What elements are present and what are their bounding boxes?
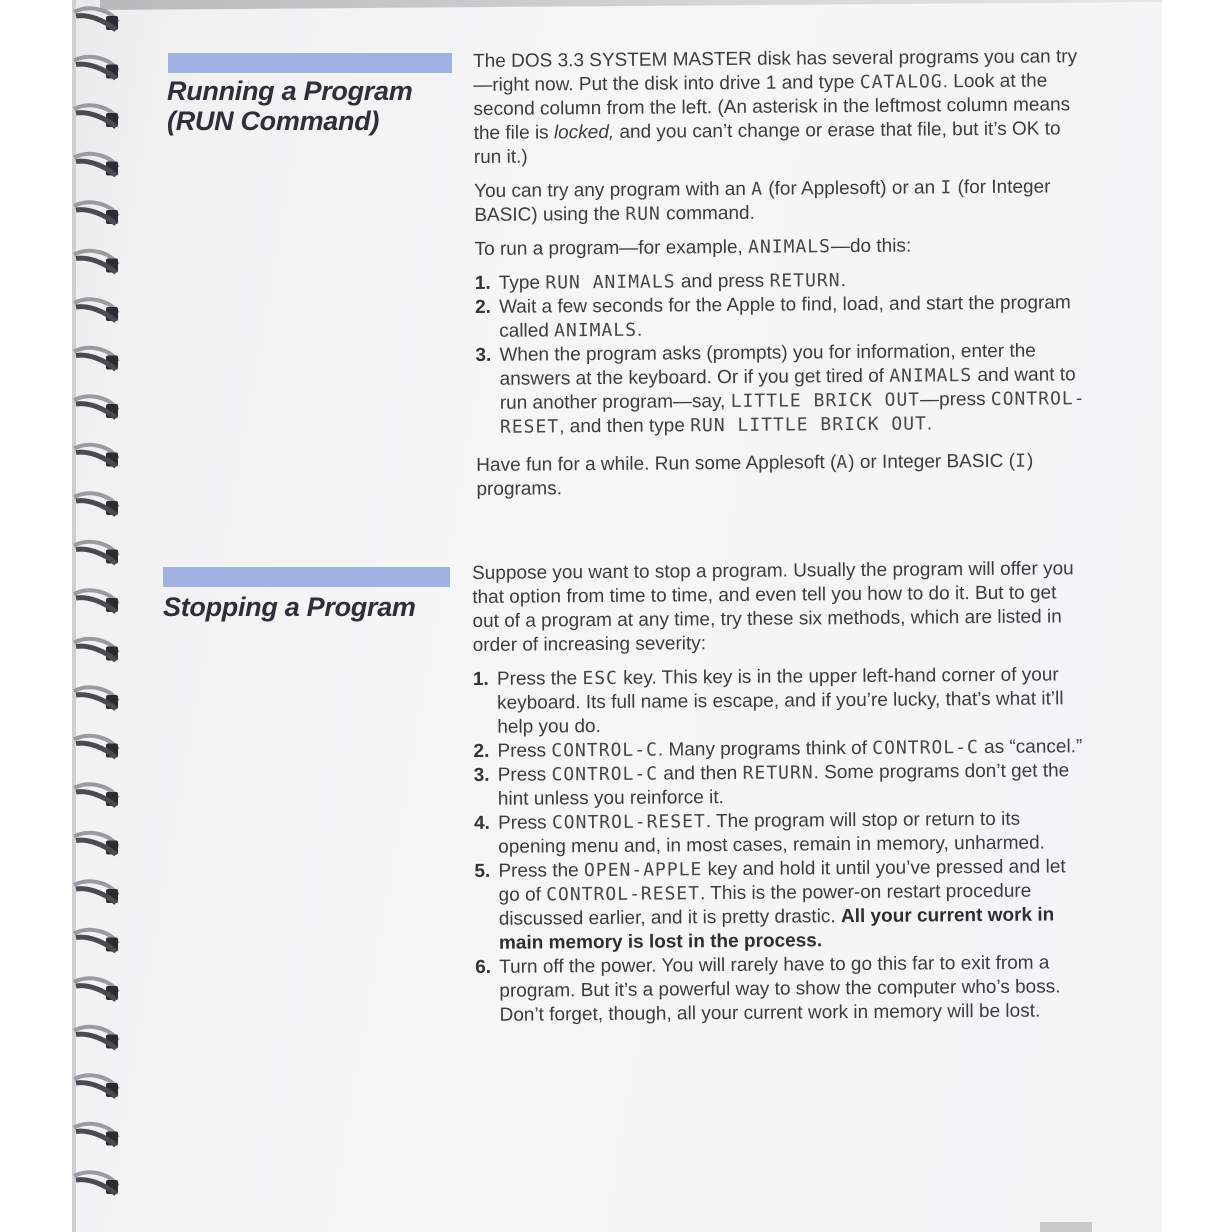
list-number: 3. (473, 764, 490, 786)
code-text: I (940, 177, 953, 199)
section-heading-bar (168, 53, 452, 73)
text: . Many programs think of (657, 737, 873, 761)
code-text: RUN (625, 203, 661, 225)
list-number: 6. (475, 956, 492, 978)
code-text: RUN ANIMALS (545, 271, 676, 294)
spiral-loop (74, 590, 118, 612)
code-text: CONTROL-C (872, 737, 979, 759)
list-number: 3. (475, 344, 492, 366)
code-text: ANIMALS (889, 365, 973, 387)
spiral-loop (74, 202, 118, 224)
list-item (475, 951, 1091, 1028)
spiral-loop (74, 639, 118, 661)
list-item (474, 759, 1089, 812)
text: ) or Integer BASIC ( (848, 450, 1016, 474)
spiral-loop (74, 299, 118, 321)
text: You can try any program with an (474, 178, 752, 202)
list-number: 5. (474, 860, 491, 882)
spiral-loop (74, 1075, 118, 1097)
spiral-loop (74, 348, 118, 370)
spiral-loop (74, 57, 118, 79)
section-body-stopping (472, 557, 1091, 1042)
list-item (475, 291, 1090, 344)
code-text: ANIMALS (554, 319, 638, 342)
code-text: CATALOG (859, 71, 943, 93)
spiral-loop (74, 154, 118, 176)
list-number: 1. (474, 272, 491, 294)
spiral-loop (74, 8, 118, 30)
spiral-loop (74, 1027, 118, 1049)
text: . This is the power-on restart procedure discussed earlier, and it is pretty drastic. (498, 880, 1032, 930)
code-text: I (1014, 450, 1028, 472)
code-text: LITTLE BRICK OUT (730, 389, 921, 412)
code-text: A (751, 178, 764, 200)
heading-line-1: Running a Program (167, 76, 413, 106)
code-text: CONTROL-C (551, 739, 658, 762)
text: To run a program—for example, (474, 236, 749, 260)
text: . (636, 319, 643, 341)
code-text: OPEN-APPLE (583, 859, 703, 882)
code-text: RUN LITTLE BRICK OUT (690, 413, 927, 437)
list-number: 1. (472, 668, 489, 690)
text: The DOS 3.3 SYSTEM MASTER disk has several programs you can try—right now. Put the disk into drive 1 and type (473, 46, 1078, 96)
spiral-loop (74, 833, 118, 855)
text: Wait a few seconds for the Apple to find, load, and start the program called (498, 292, 1071, 342)
numbered-list (475, 267, 1091, 440)
code-text: RETURN (769, 270, 841, 292)
text: Press (497, 812, 552, 834)
text: and then (657, 762, 743, 785)
code-text: ANIMALS (747, 236, 832, 258)
text: —press (920, 388, 991, 411)
code-text: CONTROL-RESET (499, 388, 1086, 438)
heading-line-2: (RUN Command) (167, 106, 380, 136)
text: . (926, 413, 933, 435)
paragraph (473, 45, 1089, 170)
list-number: 2. (473, 740, 490, 762)
emphasis-text: locked, (553, 121, 615, 144)
spiral-loop (74, 445, 118, 467)
spiral-loop (74, 736, 118, 758)
list-item (474, 855, 1090, 956)
code-text: RETURN (742, 762, 814, 784)
text: as “cancel.” (978, 736, 1083, 759)
text: key. This key is in the upper left-hand corner of your keyboard. Its full name is escape, and if you’re lucky, that’s what it’ll help you do. (497, 664, 1064, 738)
list-number: 4. (473, 812, 490, 834)
paragraph (474, 175, 1089, 228)
spiral-loop (74, 1172, 118, 1194)
spiral-loop (74, 930, 118, 952)
spiral-binding-icon (72, 0, 124, 1232)
spiral-loop (74, 542, 118, 564)
text: key and hold it until you’ve pressed and let go of (498, 856, 1066, 906)
paragraph (474, 233, 1089, 262)
text: Type (498, 272, 546, 294)
text: and you can’t change or erase that file, but it’s OK to run it.) (473, 118, 1061, 168)
text: Press (497, 740, 552, 762)
text: . The program will stop or return to its opening menu and, in most cases, remain in memory, unharmed. (498, 808, 1046, 858)
code-text: ESC (582, 667, 619, 690)
text: . Some programs don’t get the hint unless you reinforce it. (497, 760, 1070, 810)
code-text: A (836, 452, 849, 474)
text: Turn off the power. You will rarely have to go this far to exit from a program. But it’s a powerful way to show the computer who’s boss. Don’t forget, though, all your current work in memory will be lost. (499, 952, 1061, 1026)
spiral-loop (74, 687, 118, 709)
section-body-running (473, 45, 1092, 512)
page-corner-tab (1040, 1222, 1092, 1232)
text: . Look at the second column from the left. (An asterisk in the leftmost column means the file is (473, 70, 1071, 144)
section-heading-stopping-a-program: Stopping a Program (163, 592, 416, 622)
list-item (473, 663, 1089, 740)
text: (for Integer BASIC) using the (474, 176, 1051, 226)
code-text: CONTROL-RESET (551, 811, 706, 834)
bold-warning-text: All your current work in main memory is lost in the process. (498, 904, 1055, 954)
text: Have fun for a while. Run some Applesoft ( (476, 452, 837, 476)
text: —do this: (830, 235, 912, 258)
code-text: CONTROL-C (551, 763, 659, 786)
list-item (475, 339, 1091, 440)
spiral-loop (74, 784, 118, 806)
spiral-loop (74, 881, 118, 903)
paragraph: Suppose you want to stop a program. Usually the program will offer you that option from time to time, and even tell you how to do it. But to get out of a program at any time, try these six methods, which are listed in order of increasing severity: (472, 558, 1074, 656)
text: and want to run another program—say, (499, 364, 1076, 414)
text: When the program asks (prompts) you for information, enter the answers at the keyboard. Or if you get tired of (499, 340, 1036, 390)
spiral-loop (74, 1124, 118, 1146)
text: Press the (498, 860, 585, 882)
code-text: CONTROL-RESET (546, 883, 701, 906)
numbered-list (473, 663, 1091, 1028)
text: and press (675, 270, 770, 293)
spiral-loop (74, 493, 118, 515)
section-heading-running-a-program (167, 76, 412, 136)
text: ) programs. (476, 450, 1034, 500)
text: , and then type (559, 415, 691, 438)
spiral-loop (74, 978, 118, 1000)
text: (for Applesoft) or an (762, 177, 941, 200)
list-number: 2. (474, 296, 491, 318)
text: Press (497, 764, 552, 786)
section-heading-bar (163, 567, 450, 587)
spiral-loop (74, 396, 118, 418)
text: . (840, 270, 846, 292)
spiral-loop (74, 251, 118, 273)
text: Press the (496, 668, 583, 690)
text: command. (660, 202, 755, 225)
paragraph (476, 449, 1091, 502)
spiral-loop (74, 105, 118, 127)
list-item (474, 807, 1089, 860)
